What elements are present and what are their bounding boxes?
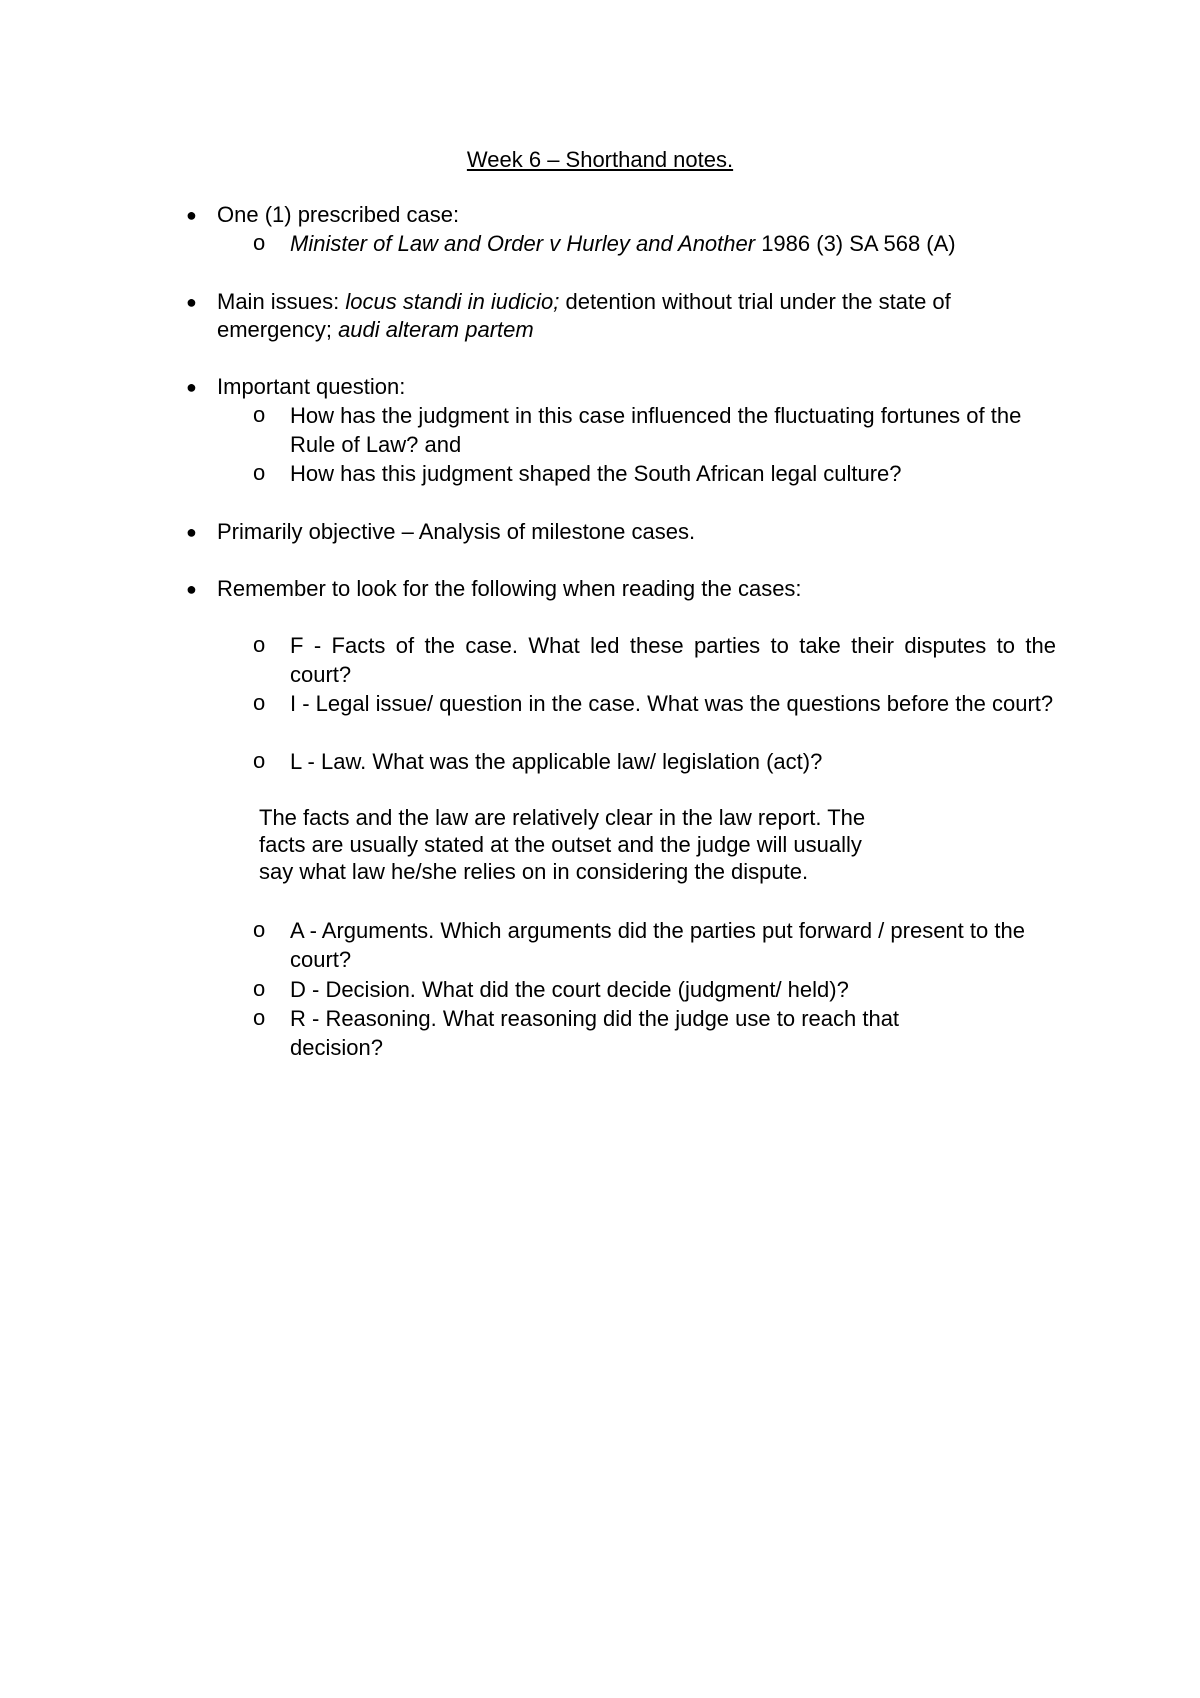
case-citation: 1986 (3) SA 568 (A) bbox=[755, 231, 956, 256]
bullet-icon: ● bbox=[186, 522, 197, 542]
bullet-remember: Remember to look for the following when reading the cases: bbox=[217, 576, 802, 601]
main-issues-prefix: Main issues: bbox=[217, 289, 346, 314]
sub-bullet-icon: o bbox=[253, 632, 266, 657]
sub-item-issue: I - Legal issue/ question in the case. What was the questions before the court? bbox=[290, 691, 1054, 716]
bullet-icon: ● bbox=[186, 377, 197, 397]
bullet-important-question: Important question: bbox=[217, 374, 406, 399]
facts-law-paragraph-line: The facts and the law are relatively clear in the law report. The bbox=[259, 805, 866, 830]
sub-item-reasoning: R - Reasoning. What reasoning did the judge use to reach that decision? bbox=[290, 1006, 900, 1060]
bullet-icon: ● bbox=[186, 579, 197, 599]
case-name: Minister of Law and Order v Hurley and Another bbox=[290, 231, 756, 256]
main-issues-audi: audi alteram partem bbox=[338, 317, 534, 342]
facts-law-paragraph-line: say what law he/she relies on in considering the dispute. bbox=[259, 859, 809, 884]
sub-bullet-icon: o bbox=[253, 748, 266, 773]
sub-item-case-citation bbox=[290, 229, 1056, 258]
sub-item-decision: D - Decision. What did the court decide (judgment/ held)? bbox=[290, 977, 849, 1002]
sub-bullet-icon: o bbox=[253, 230, 266, 255]
sub-bullet-icon: o bbox=[253, 402, 266, 427]
main-issues-locus: locus standi in iudicio; bbox=[345, 289, 560, 314]
sub-item-arguments: A - Arguments. Which arguments did the parties put forward / present to the court? bbox=[290, 918, 1025, 972]
bullet-main-issues bbox=[217, 288, 1037, 344]
main-issues-detention: detention without trial under the state of emergency; bbox=[217, 289, 951, 342]
sub-bullet-icon: o bbox=[253, 1005, 266, 1030]
page-title: Week 6 – Shorthand notes. bbox=[466, 147, 734, 172]
sub-item-rule-of-law: How has the judgment in this case influenced the fluctuating fortunes of the Rule of Law? and bbox=[290, 403, 1022, 457]
bullet-prescribed-case: One (1) prescribed case: bbox=[217, 202, 460, 227]
sub-item-law: L - Law. What was the applicable law/ legislation (act)? bbox=[290, 749, 823, 774]
sub-bullet-icon: o bbox=[253, 690, 266, 715]
sub-bullet-icon: o bbox=[253, 976, 266, 1001]
sub-item-facts: F - Facts of the case. What led these parties to take their disputes to the court? bbox=[290, 633, 1056, 687]
sub-bullet-icon: o bbox=[253, 460, 266, 485]
bullet-icon: ● bbox=[186, 205, 197, 225]
sub-bullet-icon: o bbox=[253, 917, 266, 942]
sub-item-legal-culture: How has this judgment shaped the South African legal culture? bbox=[290, 461, 902, 486]
bullet-icon: ● bbox=[186, 292, 197, 312]
facts-law-paragraph-line: facts are usually stated at the outset and the judge will usually bbox=[259, 832, 862, 857]
bullet-primary-objective: Primarily objective – Analysis of milestone cases. bbox=[217, 519, 696, 544]
